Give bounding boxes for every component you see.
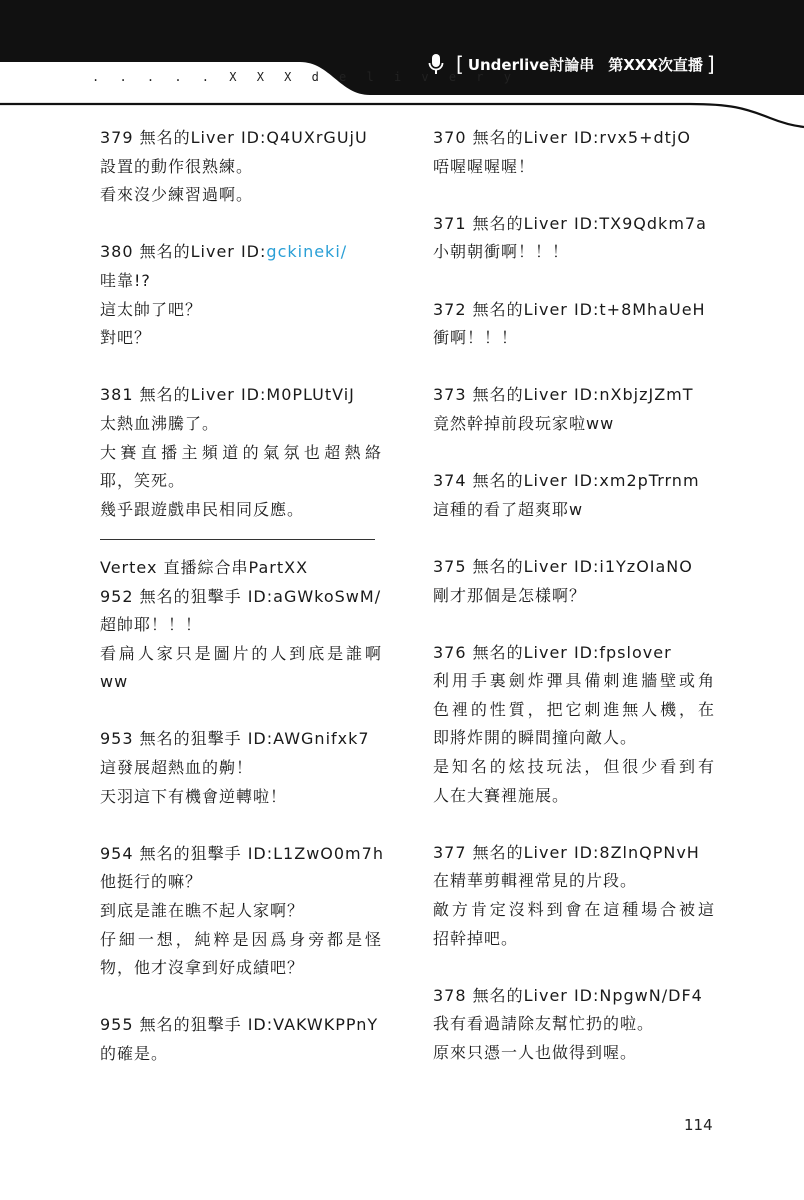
post-line: 這種的看了超爽耶w: [433, 499, 584, 519]
post-line: 太熱血沸騰了。: [100, 413, 220, 433]
post-header: [100, 238, 382, 267]
post-line: 仔細一想，純粹是因爲身旁都是怪: [100, 929, 382, 949]
episode-label: 第XXX次直播: [608, 55, 703, 74]
post-line: 幾乎跟遊戲串民相同反應。: [100, 499, 305, 519]
post-line: 耶，笑死。: [100, 471, 186, 491]
post-line: 原來只憑一人也做得到喔。: [433, 1043, 638, 1062]
post-header: 952 無名的狙擊手 ID:aGWkoSwM/: [100, 586, 382, 606]
post-line: 哇靠!?: [100, 270, 151, 290]
post-line: 設置的動作很熟練。: [100, 156, 254, 176]
series-title: [428, 52, 719, 76]
post-line: 招幹掉吧。: [433, 928, 519, 948]
post-header: 376 無名的Liver ID:fpslover: [433, 642, 672, 662]
post: [100, 583, 382, 697]
post-line: 到底是誰在瞧不起人家啊？: [100, 901, 305, 921]
post: [433, 210, 715, 267]
post-header: 954 無名的狙擊手 ID:L1ZwO0m7h: [100, 843, 384, 863]
post: [100, 124, 382, 210]
post: [100, 1011, 382, 1068]
post-line: 物，他才沒拿到好成績吧？: [100, 958, 305, 978]
post-header: 375 無名的Liver ID:i1YzOIaNO: [433, 556, 693, 576]
post-header: 373 無名的Liver ID:nXbjzJZmT: [433, 385, 694, 405]
post-line: 對吧？: [100, 328, 152, 348]
post: [433, 553, 715, 610]
microphone-icon: [428, 53, 444, 75]
post-line: 竟然幹掉前段玩家啦ww: [433, 413, 615, 433]
thread-name: Underlive討論串: [467, 55, 595, 74]
post-header: 371 無名的Liver ID:TX9Qdkm7a: [433, 213, 707, 233]
post-line: 即將炸開的瞬間撞向敵人。: [433, 728, 638, 748]
post: [433, 639, 715, 811]
post: [100, 840, 382, 983]
post-line: 利用手裏劍炸彈具備刺進牆壁或角: [433, 671, 715, 691]
post-header: 379 無名的Liver ID:Q4UXrGUjU: [100, 128, 368, 147]
post-header: 953 無名的狙擊手 ID:AWGnifxk7: [100, 729, 370, 749]
delivery-label: . . . . . X X X d e l i v e r y: [92, 70, 518, 84]
highlighted-id: gckineki/: [266, 242, 348, 262]
post-header: 955 無名的狙擊手 ID:VAKWKPPnY: [100, 1015, 379, 1035]
section-title: Vertex 直播綜合串PartXX: [100, 557, 309, 577]
post-line: 色裡的性質，把它刺進無人機，在: [433, 699, 715, 719]
post-line: 他挺行的嘛？: [100, 872, 203, 892]
post-line: 敵方肯定沒料到會在這種場合被這: [433, 900, 715, 920]
post-line: 唔喔喔喔喔！: [433, 156, 536, 176]
post-header-prefix: 380 無名的Liver ID:: [100, 242, 267, 262]
post-header: 372 無名的Liver ID:t+8MhaUeH: [433, 299, 706, 319]
post-line: 看扁人家只是圖片的人到底是誰啊: [100, 643, 382, 663]
post-header: 370 無名的Liver ID:rvx5+dtjO: [433, 128, 691, 147]
section-divider: [100, 539, 375, 540]
post-line: 小朝朝衝啊！！！: [433, 242, 570, 262]
post-line: ww: [100, 672, 129, 692]
post-line: 天羽這下有機會逆轉啦！: [100, 786, 288, 806]
bracket-close: ]: [706, 52, 715, 76]
page-number: 114: [684, 1116, 713, 1134]
left-column: [100, 124, 382, 1097]
post: [433, 124, 715, 181]
post: [433, 839, 715, 953]
post-line: 剛才那個是怎樣啊？: [433, 585, 587, 605]
post-header: 374 無名的Liver ID:xm2pTrrnm: [433, 471, 700, 491]
post-line: 人在大賽裡施展。: [433, 785, 570, 805]
post-line: 大賽直播主頻道的氣氛也超熱絡: [100, 442, 382, 462]
right-column: [433, 124, 715, 1096]
post-header: 378 無名的Liver ID:NpgwN/DF4: [433, 985, 703, 1005]
post-line: 看來沒少練習過啊。: [100, 185, 254, 205]
post: [433, 982, 715, 1068]
post-line: 我有看過請除友幫忙扔的啦。: [433, 1014, 655, 1034]
post-line: 超帥耶！！！: [100, 615, 203, 635]
bracket-open: [: [456, 52, 464, 76]
post-line: 這太帥了吧？: [100, 299, 203, 319]
post-line: 這發展超熱血的齁！: [100, 758, 254, 778]
post-line: 在精華剪輯裡常見的片段。: [433, 871, 638, 891]
post: [100, 381, 382, 524]
post: [433, 467, 715, 524]
post: [433, 381, 715, 438]
post: [100, 238, 382, 352]
post-line: 是知名的炫技玩法，但很少看到有: [433, 757, 715, 777]
post-line: 的確是。: [100, 1044, 169, 1063]
post: [100, 725, 382, 811]
post-line: 衝啊！！！: [433, 328, 519, 348]
post-header: 377 無名的Liver ID:8ZlnQPNvH: [433, 842, 700, 862]
post-header: 381 無名的Liver ID:M0PLUtViJ: [100, 385, 355, 405]
post: [433, 296, 715, 353]
